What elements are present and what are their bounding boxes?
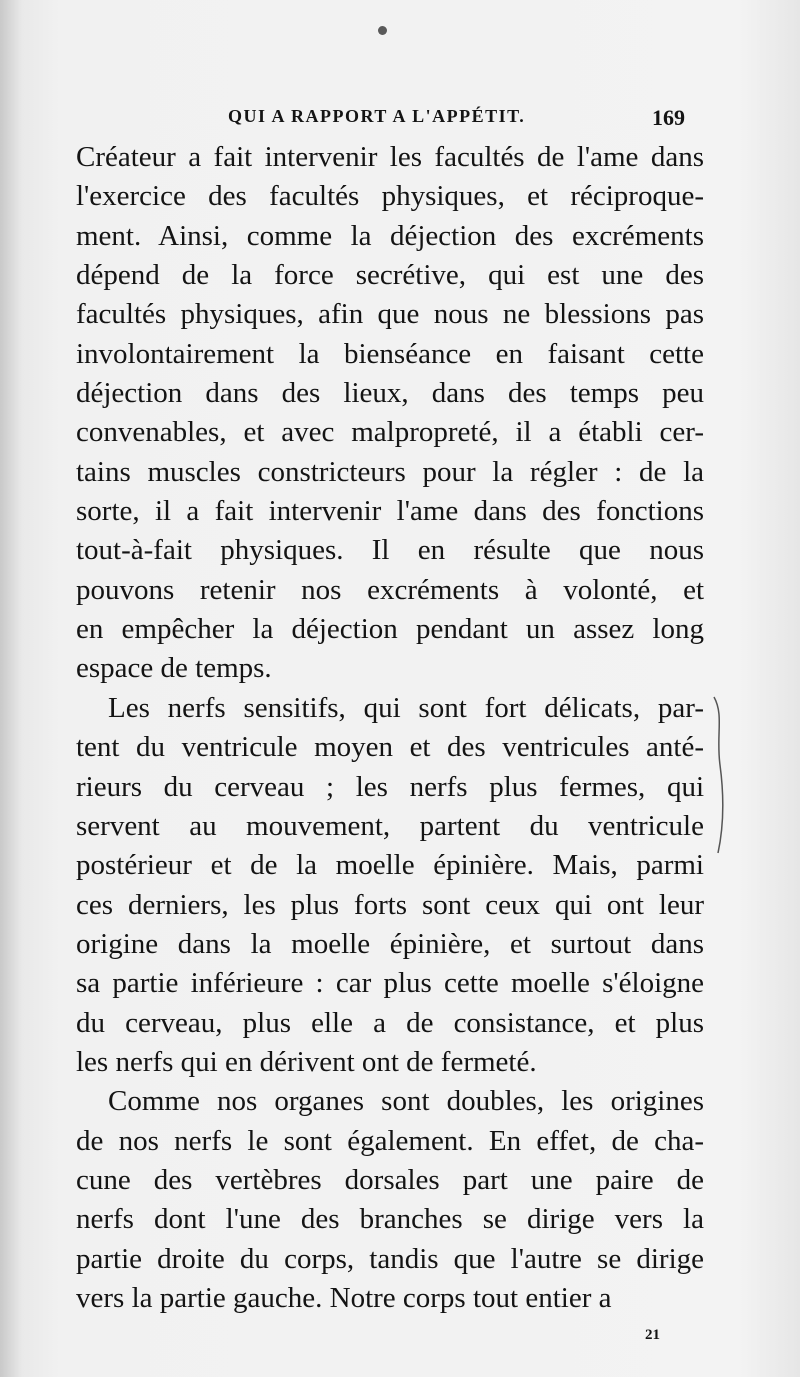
text-line: cune des vertèbres dorsales part une paire de — [76, 1163, 704, 1196]
running-head — [0, 102, 800, 136]
ink-speck — [378, 26, 387, 35]
text-line: postérieur et de la moelle épinière. Mais, parmi — [76, 849, 704, 882]
text-line: de nos nerfs le sont également. En effet, de cha- — [76, 1124, 704, 1157]
text-line: déjection dans des lieux, dans des temps peu — [76, 377, 704, 410]
text-line: les nerfs qui en dérivent ont de fermeté. — [76, 1045, 537, 1078]
text-line: facultés physiques, afin que nous ne blessions pas — [76, 298, 704, 331]
text-line: involontairement la bienséance en faisant cette — [76, 337, 704, 370]
paragraph — [76, 138, 704, 689]
text-line: ment. Ainsi, comme la déjection des excréments — [76, 219, 704, 252]
paragraph — [76, 1082, 704, 1318]
text-line: du cerveau, plus elle a de consistance, et plus — [76, 1006, 704, 1039]
text-line: pouvons retenir nos excréments à volonté, et — [76, 573, 704, 606]
text-line: tains muscles constricteurs pour la régler : de la — [76, 455, 704, 488]
text-line: origine dans la moelle épinière, et surtout dans — [76, 927, 704, 960]
text-line: servent au mouvement, partent du ventricule — [76, 809, 704, 842]
text-line: convenables, et avec malpropreté, il a établi cer- — [76, 416, 704, 449]
signature-mark: 21 — [645, 1327, 660, 1343]
text-line: dépend de la force secrétive, qui est une des — [76, 259, 704, 292]
text-line: nerfs dont l'une des branches se dirige vers la — [76, 1203, 704, 1236]
text-line: Les nerfs sensitifs, qui sont fort délicats, par- — [108, 691, 704, 724]
body-text — [76, 138, 704, 1318]
text-line: tent du ventricule moyen et des ventricules anté- — [76, 731, 704, 764]
paragraph — [76, 689, 704, 1082]
page-number: 169 — [652, 105, 685, 130]
text-line: ces derniers, les plus forts sont ceux qui ont leur — [76, 888, 704, 921]
text-line: l'exercice des facultés physiques, et réciproque- — [76, 180, 704, 213]
margin-pencil-mark — [712, 695, 726, 855]
text-line: Créateur a fait intervenir les facultés de l'ame dans — [76, 141, 704, 173]
text-line: sa partie inférieure : car plus cette moelle s'éloigne — [76, 967, 704, 1000]
text-line: sorte, il a fait intervenir l'ame dans des fonctions — [76, 495, 704, 528]
text-line: Comme nos organes sont doubles, les origines — [108, 1085, 704, 1118]
text-line: rieurs du cerveau ; les nerfs plus fermes, qui — [76, 770, 704, 803]
text-line: espace de temps. — [76, 652, 272, 685]
text-line: en empêcher la déjection pendant un assez long — [76, 613, 704, 646]
text-line: partie droite du corps, tandis que l'autre se dirige — [76, 1242, 704, 1275]
text-line: tout-à-fait physiques. Il en résulte que nous — [76, 534, 704, 567]
running-title: QUI A RAPPORT A L'APPÉTIT. — [228, 106, 526, 126]
text-line: vers la partie gauche. Notre corps tout entier a — [76, 1281, 612, 1314]
